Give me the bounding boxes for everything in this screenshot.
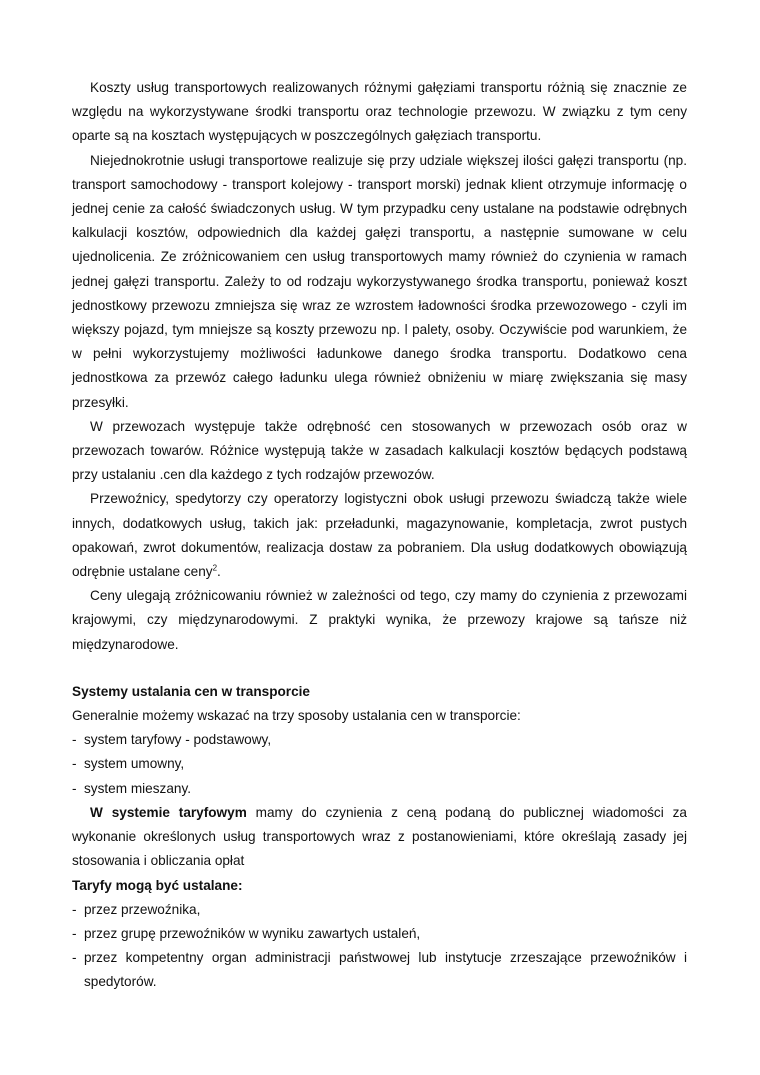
list-item bbox=[72, 922, 687, 946]
paragraph-1: Koszty usług transportowych realizowanych różnymi gałęziami transportu różnią się znacznie ze względu na wykorzystywane środki transportu oraz technologie przewozu. W związku z tym ceny oparte są na kosztach występujących w poszczególnych gałęziach transportu. bbox=[72, 80, 687, 144]
tariff-text: mamy do czynienia z ceną podaną do publicznej wiadomości za wykonanie określonych usług transportowych wraz z postanowieniami, które określają zasady jej stosowania i obliczania opłat bbox=[72, 804, 687, 869]
paragraph-4: Przewoźnicy, spedytorzy czy operatorzy logistyczni obok usługi przewozu świadczą także wiele innych, dodatkowych usług, takich jak: przeładunki, magazynowanie, kompletacja, zwrot pustych opakowań, zwrot dokumentów, realizacja dostaw za pobraniem. Dla usług dodatkowych obowiązują odrębnie ustalane ceny$^2$. bbox=[72, 491, 687, 580]
tariff-paragraph bbox=[72, 801, 687, 874]
list-dash: - bbox=[72, 732, 77, 748]
paragraph-3: W przewozach występuje także odrębność cen stosowanych w przewozach osób oraz w przewozach towarów. Różnice występują także w zasadach kalkulacji kosztów będących podstawą przy ustalaniu .cen dla każdego z tych rodzajów przewozów. bbox=[72, 418, 687, 483]
list-item-text: przez grupę przewoźników w wyniku zawartych ustaleń, bbox=[84, 925, 421, 941]
list-item bbox=[72, 752, 687, 776]
section-heading: Systemy ustalania cen w transporcie bbox=[72, 683, 310, 699]
list-dash: - bbox=[72, 925, 77, 941]
tariff-lead: W systemie taryfowym bbox=[90, 804, 247, 820]
list-item bbox=[72, 728, 687, 752]
list-item-text: przez przewoźnika, bbox=[84, 901, 201, 917]
list-item-text: system umowny, bbox=[84, 756, 185, 772]
section-intro: Generalnie możemy wskazać na trzy sposoby ustalania cen w transporcie: bbox=[72, 708, 521, 724]
paragraph-2: Niejednokrotnie usługi transportowe realizuje się przy udziale większej ilości gałęzi transportu (np. transport samochodowy - transport kolejowy - transport morski) jednak klient otrzymuje informację o jednej cenie za całość świadczonych usług. W tym przypadku ceny ustalane na podstawie odrębnych kalkulacji kosztów, odpowiednich dla każdej gałęzi transportu, a następnie sumowane w celu ujednolicenia. Ze zróżnicowaniem cen usług transportowych mamy również do czynienia w ramach jednej gałęzi transportu. Zależy to od rodzaju wykorzystywanego środka transportu, ponieważ koszt jednostkowy przewozu zmniejsza się wraz ze wzrostem ładowności środka przewozowego - czyli im większy pojazd, tym mniejsze są koszty przewozu np. l palety, osoby. Oczywiście pod warunkiem, że w pełni wykorzystujemy możliwości ładunkowe danego środka transportu. Dodatkowo cena jednostkowa za przewóz całego ładunku ulega również obniżeniu w miarę zwiększania się masy przesyłki. bbox=[72, 152, 687, 410]
list-dash: - bbox=[72, 756, 77, 772]
systems-list bbox=[72, 728, 687, 801]
list-item-text: system mieszany. bbox=[84, 780, 192, 796]
footnote-mark: 2 bbox=[212, 563, 218, 573]
paragraph-5: Ceny ulegają zróżnicowaniu również w zależności od tego, czy mamy do czynienia z przewozami krajowymi, czy międzynarodowymi. Z praktyki wynika, że przewozy krajowe są tańsze niż międzynarodowe. bbox=[72, 588, 687, 652]
paragraph-4-text: Przewoźnicy, spedytorzy czy operatorzy logistyczni obok usługi przewozu świadczą także wiele innych, dodatkowych usług, takich jak: przeładunki, magazynowanie, kompletacja, zwrot pustych opakowań, zwrot dokumentów, realizacja dostaw za pobraniem. Dla usług dodatkowych obowiązują odrębnie ustalane ceny bbox=[72, 491, 687, 580]
list-dash: - bbox=[72, 901, 77, 917]
list-dash: - bbox=[72, 950, 77, 966]
list-item-text: system taryfowy - podstawowy, bbox=[84, 732, 272, 748]
tariffs-heading: Taryfy mogą być ustalane: bbox=[72, 877, 243, 893]
tariffs-list bbox=[72, 898, 687, 995]
list-dash: - bbox=[72, 780, 77, 796]
document-page bbox=[72, 76, 687, 995]
list-item bbox=[72, 946, 687, 994]
list-item bbox=[72, 898, 687, 922]
list-item-text: przez kompetentny organ administracji państwowej lub instytucje zrzeszające przewoźników i spedytorów. bbox=[84, 950, 687, 990]
list-item bbox=[72, 777, 687, 801]
